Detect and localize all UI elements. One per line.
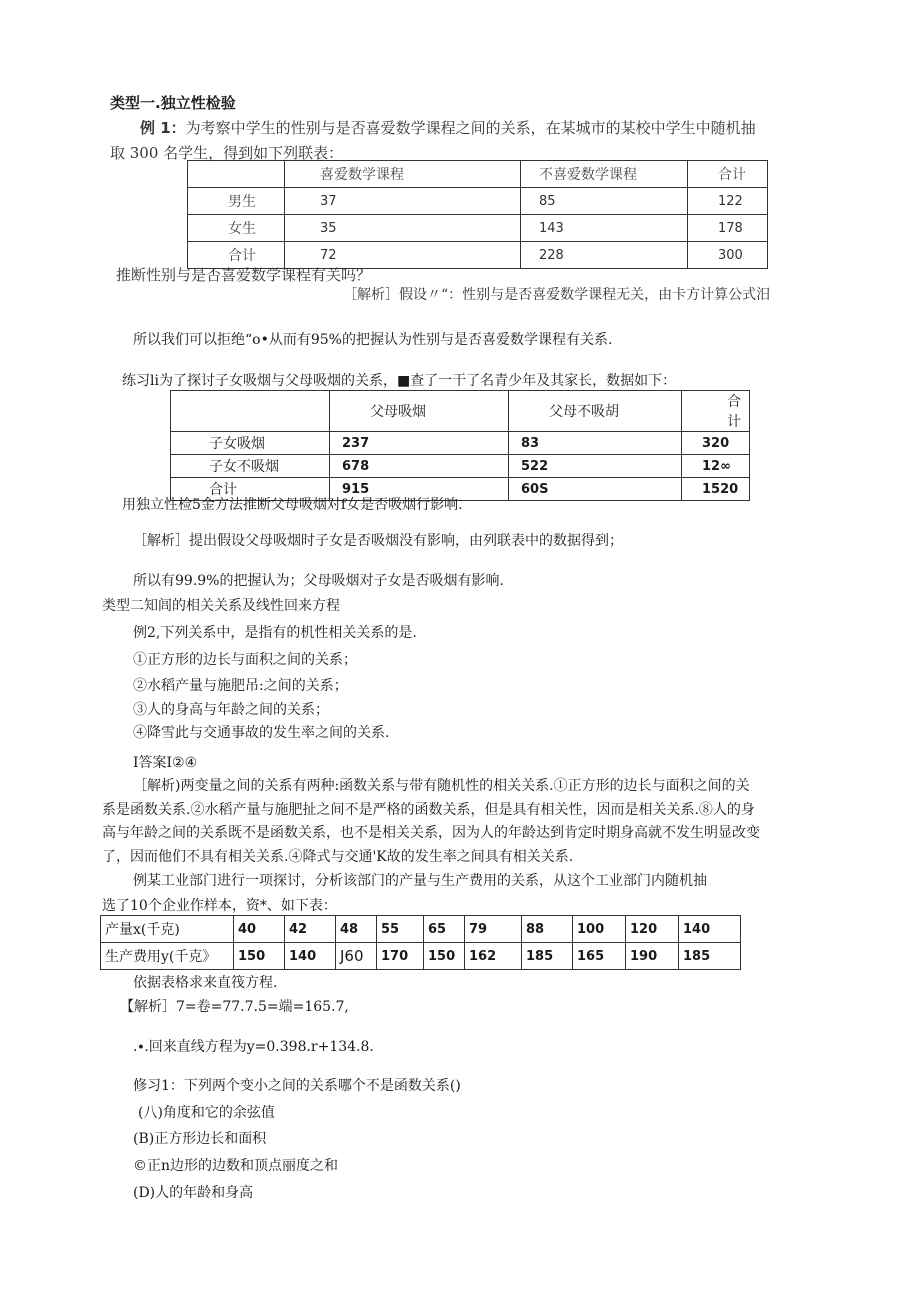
example3-result: .∙.回来直线方程为y=0.398.r+134.8. bbox=[133, 1039, 374, 1055]
table-cell: 320 bbox=[682, 432, 750, 455]
example2-analysis-line2: 系是函数关系.②水稻产量与施肥扯之间不是严格的函数关系，但是具有相关性，因而是相关关系.⑧人的身 bbox=[102, 802, 755, 818]
table-cell: 42 bbox=[285, 916, 336, 943]
table-cell: 162 bbox=[465, 943, 522, 970]
example2-analysis-line3: 高与年龄之间的关系既不是函数关系，也不是相关关系，因为人的年龄达到肯定时期身高就不发生明显改变 bbox=[102, 825, 760, 841]
example2-analysis-line4: 了，因而他们不具有相关关系.④降式与交通'K故的发生率之间具有相关关系. bbox=[102, 849, 574, 865]
example3-analysis: 【解析］7=卷=77.7.5=端=165.7, bbox=[120, 999, 349, 1015]
example2-option-2: ②水稻产量与施肥吊:之间的关系； bbox=[133, 678, 348, 694]
section2-heading: 类型二知闾的相关关系及线性回来方程 bbox=[102, 598, 340, 614]
table-cell: 228 bbox=[521, 242, 688, 269]
table-cell: 产量x(千克) bbox=[101, 916, 234, 943]
table-cell: 143 bbox=[521, 215, 688, 242]
table-cell: J60 bbox=[336, 943, 377, 970]
table-cell: 678 bbox=[330, 455, 509, 478]
production-cost-table bbox=[100, 915, 741, 970]
table-cell: 185 bbox=[679, 943, 741, 970]
table-cell: 522 bbox=[509, 455, 682, 478]
example2-option-4: ④降雪此与交通事故的发生率之间的关系. bbox=[133, 725, 390, 741]
table-cell: 300 bbox=[688, 242, 768, 269]
contingency-table-smoking bbox=[170, 390, 750, 501]
table-cell: 父母吸烟 bbox=[330, 391, 509, 432]
example1-label: 例 1： bbox=[140, 119, 186, 137]
table-cell: 不喜爱数学课程 bbox=[521, 161, 688, 188]
practice1-analysis: ［解析］提出假设父母吸烟时子女是否吸烟没有影响，由列联表中的数据得到； bbox=[133, 533, 623, 549]
table-row bbox=[101, 943, 741, 970]
table-cell: 合计 bbox=[682, 391, 750, 432]
table-cell: 合计 bbox=[688, 161, 768, 188]
table-cell: 55 bbox=[377, 916, 424, 943]
table-cell: 女生 bbox=[188, 215, 285, 242]
example2-question: 例2,下列关系中，是指有的机性相关关系的是. bbox=[133, 625, 417, 641]
table-row bbox=[188, 188, 768, 215]
table-cell: 85 bbox=[521, 188, 688, 215]
table-cell: 178 bbox=[688, 215, 768, 242]
table-row bbox=[171, 455, 750, 478]
table-cell: 子女不吸烟 bbox=[171, 455, 330, 478]
table-cell: 122 bbox=[688, 188, 768, 215]
table-cell: 35 bbox=[285, 215, 521, 242]
example2-option-1: ①正方形的边长与面积之间的关系； bbox=[133, 652, 357, 668]
example1-question: 推断性别与是否喜爱数学课程有关吗？ bbox=[116, 266, 372, 284]
table-cell: 79 bbox=[465, 916, 522, 943]
table-cell: 140 bbox=[679, 916, 741, 943]
table-cell: 喜爱数学课程 bbox=[285, 161, 521, 188]
practice1-conclusion: 所以有99.9%的把握认为；父母吸烟对子女是否吸烟有影响. bbox=[133, 573, 504, 589]
table-cell: 150 bbox=[234, 943, 285, 970]
table-row bbox=[188, 161, 768, 188]
table-cell: 83 bbox=[509, 432, 682, 455]
table-cell: 1520 bbox=[682, 478, 750, 501]
practice1-question: 用独立性检5金方法推断父母吸烟对f女是否吸烟行影响. bbox=[122, 497, 463, 513]
table-cell: 父母不吸胡 bbox=[509, 391, 682, 432]
table-row bbox=[171, 432, 750, 455]
table-cell: 72 bbox=[285, 242, 521, 269]
table-cell: 170 bbox=[377, 943, 424, 970]
table-cell: 237 bbox=[330, 432, 509, 455]
table-cell: 150 bbox=[424, 943, 465, 970]
table-cell: 185 bbox=[522, 943, 573, 970]
table-cell: 37 bbox=[285, 188, 521, 215]
table-cell: 子女吸烟 bbox=[171, 432, 330, 455]
table-cell: 65 bbox=[424, 916, 465, 943]
table-cell: 12∞ bbox=[682, 455, 750, 478]
table-row bbox=[188, 215, 768, 242]
example2-answer: I答案I②④ bbox=[133, 755, 198, 771]
example3-question: 依据表格求来直筏方程. bbox=[133, 975, 278, 991]
example1-conclusion: 所以我们可以拒绝“o•从而有95%的把握认为性别与是否喜爱数学课程有关系. bbox=[133, 332, 613, 348]
example2-analysis-line1: ［解析)两变量之间的关系有两种:函数关系与带有随机性的相关关系.①正方形的边长与面积之间的关 bbox=[133, 778, 750, 794]
table-cell: 40 bbox=[234, 916, 285, 943]
table-cell: 48 bbox=[336, 916, 377, 943]
example1-analysis: ［解析］假设〃“：性别与是否喜爱数学课程无关，由卡方计算公式汨 bbox=[343, 287, 771, 303]
table-cell: 男生 bbox=[188, 188, 285, 215]
practice2-option-c: ©正n边形的边数和顶点丽度之和 bbox=[133, 1158, 339, 1174]
table-cell bbox=[171, 391, 330, 432]
table-cell: 100 bbox=[573, 916, 626, 943]
table-cell: 190 bbox=[626, 943, 679, 970]
table-cell: 合计 bbox=[171, 478, 330, 501]
example1-line2: 取 300 名学生，得到如下列联表： bbox=[110, 144, 344, 162]
table-cell: 60S bbox=[509, 478, 682, 501]
table-cell: 合计 bbox=[188, 242, 285, 269]
example1-text: 为考察中学生的性别与是否喜爱数学课程之间的关系，在某城市的某校中学生中随机抽 bbox=[185, 119, 756, 137]
section1-heading: 类型一.独立性检验 bbox=[110, 94, 236, 112]
table-cell bbox=[188, 161, 285, 188]
example2-option-3: ③人的身高与年龄之间的关系； bbox=[133, 702, 329, 718]
table-cell: 140 bbox=[285, 943, 336, 970]
practice2-option-d: (D)人的年龄和身高 bbox=[133, 1185, 254, 1201]
table-cell: 生产费用y(千克》 bbox=[101, 943, 234, 970]
example3-line1: 例某工业部门进行一项探讨，分析该部门的产量与生产费用的关系，从这个工业部门内随机抽 bbox=[133, 873, 707, 889]
table-cell: 120 bbox=[626, 916, 679, 943]
example1-line1 bbox=[140, 117, 756, 138]
example3-line2: 选了10个企业作样本，资*、如下表： bbox=[102, 898, 337, 914]
practice2-option-a: (八)角度和它的余弦值 bbox=[138, 1105, 275, 1121]
contingency-table-gender bbox=[187, 160, 768, 269]
table-cell: 88 bbox=[522, 916, 573, 943]
table-row bbox=[101, 916, 741, 943]
practice2-question: 修习1：下列两个变小之间的关系哪个不是函数关系() bbox=[133, 1078, 461, 1094]
table-row bbox=[171, 391, 750, 432]
table-cell: 915 bbox=[330, 478, 509, 501]
table-cell: 165 bbox=[573, 943, 626, 970]
practice2-option-b: (B)正方形边长和面积 bbox=[133, 1131, 267, 1147]
practice1-intro: 练习li为了探讨子女吸烟与父母吸烟的关系，■查了一干了名青少年及其家长，数据如下： bbox=[122, 373, 677, 389]
